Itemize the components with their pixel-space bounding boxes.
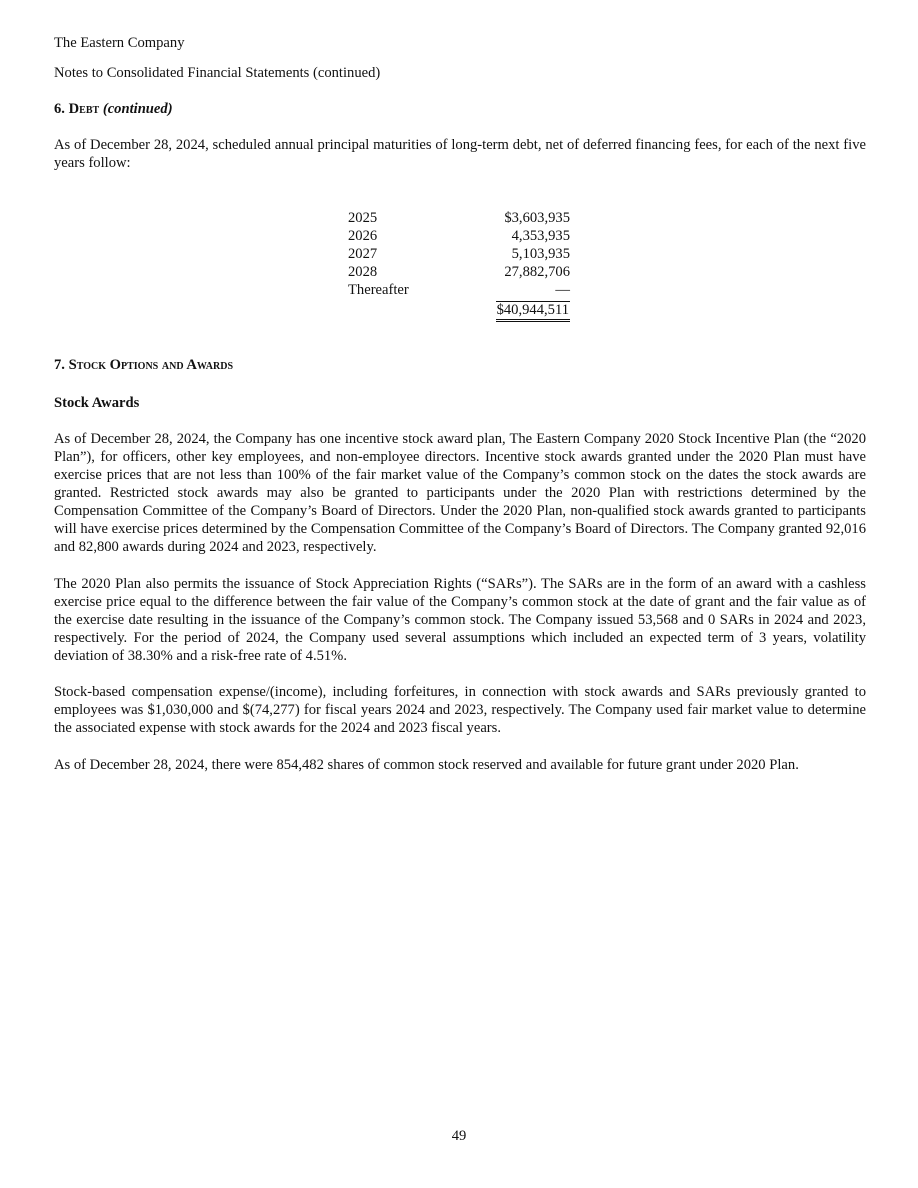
stock-section-number: 7. [54, 357, 65, 373]
document-subtitle: Notes to Consolidated Financial Statements (continued) [54, 65, 381, 81]
maturity-year: 2026 [348, 228, 378, 244]
maturity-amount: 5,103,935 [511, 246, 570, 262]
debt-section-heading [54, 100, 173, 118]
maturity-year: 2028 [348, 264, 378, 280]
maturity-amount: — [555, 282, 570, 298]
maturity-year: Thereafter [348, 282, 409, 298]
debt-intro-paragraph: As of December 28, 2024, scheduled annual principal maturities of long-term debt, net of deferred financing fees, for each of the next five years follow: [54, 137, 866, 171]
stock-section-title: Stock Options and Awards [68, 357, 234, 373]
maturity-total-amount: $40,944,511 [496, 301, 570, 322]
maturity-amount: 4,353,935 [511, 228, 570, 244]
company-name: The Eastern Company [54, 35, 185, 51]
page-number: 49 [451, 1128, 467, 1144]
maturity-year: 2025 [348, 210, 378, 226]
stock-section-heading [54, 356, 233, 374]
reserved-shares-paragraph: As of December 28, 2024, there were 854,482 shares of common stock reserved and available for future grant under 2020 Plan. [54, 757, 799, 773]
compensation-expense-paragraph: Stock-based compensation expense/(income), including forfeitures, in connection with stock awards and SARs previously granted to employees was $1,030,000 and $(74,277) for fiscal years 2024 and 2023, respectively. The Company used fair market value to determine the associated expense with stock awards for the 2024 and 2023 fiscal years. [54, 684, 866, 736]
maturity-row [348, 263, 570, 281]
debt-section-title: Debt [68, 101, 100, 117]
maturity-amount: 27,882,706 [504, 264, 570, 280]
maturity-row [348, 227, 570, 245]
sars-paragraph: The 2020 Plan also permits the issuance of Stock Appreciation Rights (“SARs”). The SARs are in the form of an award with a cashless exercise price equal to the difference between the fair value of the Company’s common stock at the date of grant and the fair value as of the exercise date resulting in the issuance of the Company’s common stock. The Company issued 53,568 and 0 SARs in 2024 and 2023, respectively. For the period of 2024, the Company used several assumptions which included an expected term of 3 years, volatility deviation of 38.30% and a risk-free rate of 4.51%. [54, 576, 866, 664]
debt-section-continued: (continued) [102, 101, 173, 117]
maturity-row [348, 209, 570, 227]
maturity-row [348, 245, 570, 263]
stock-awards-subheading: Stock Awards [54, 395, 140, 411]
maturity-amount: $3,603,935 [504, 210, 570, 226]
maturity-total-row [348, 301, 570, 321]
maturities-table [348, 209, 570, 318]
maturity-row [348, 281, 570, 299]
maturity-year: 2027 [348, 246, 378, 262]
debt-section-number: 6. [54, 101, 65, 117]
stock-plan-paragraph: As of December 28, 2024, the Company has one incentive stock award plan, The Eastern Company 2020 Stock Incentive Plan (the “2020 Plan”), for officers, other key employees, and non-employee directors. Incentive stock awards granted under the 2020 Plan must have exercise prices that are not less than 100% of the fair market value of the Company’s common stock on the dates the stock awards are granted. Restricted stock awards may also be granted to participants under the 2020 Plan with restrictions determined by the Compensation Committee of the Company’s Board of Directors. Under the 2020 Plan, non-qualified stock awards granted to participants will have exercise prices determined by the Compensation Committee of the Company’s Board of Directors. The Company granted 92,016 and 82,800 awards during 2024 and 2023, respectively. [54, 431, 866, 555]
